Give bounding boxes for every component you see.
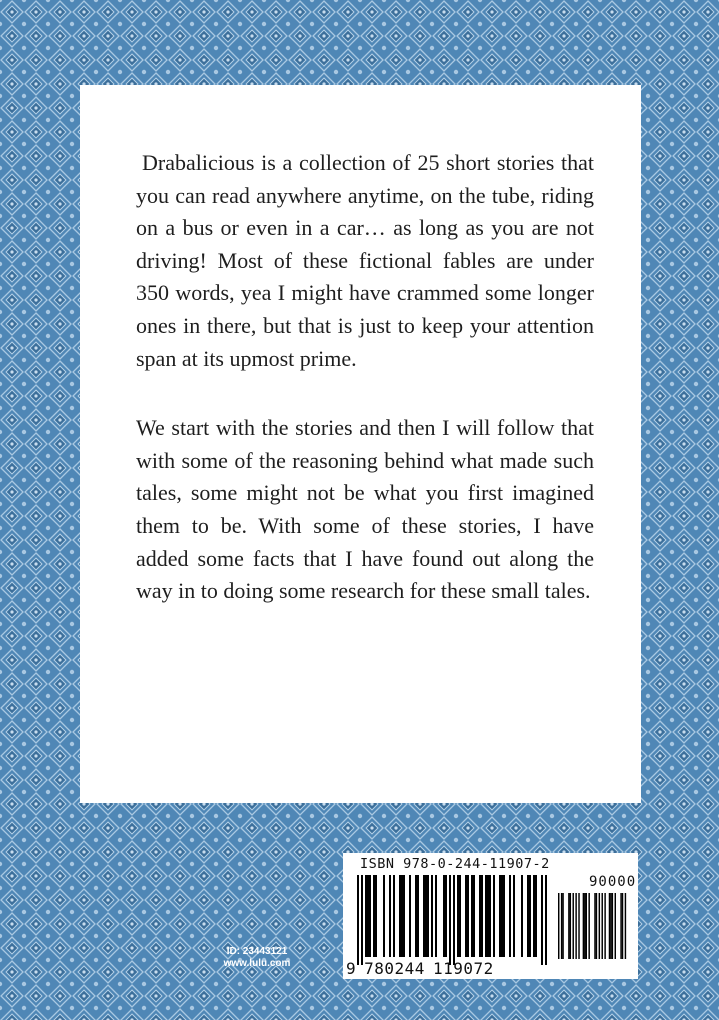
ean-bar — [493, 875, 495, 957]
addon-bar — [615, 893, 616, 959]
ean-bar — [521, 875, 523, 957]
addon-bar — [596, 893, 597, 959]
ean-bar — [465, 875, 467, 957]
ean-bar — [527, 875, 529, 957]
ean-bar — [535, 875, 537, 957]
ean-bar — [479, 875, 481, 957]
addon-bar — [604, 893, 605, 959]
ean-barcode — [357, 875, 547, 965]
addon-bar — [561, 893, 562, 959]
addon-bar — [578, 893, 579, 959]
addon-bar — [620, 893, 621, 959]
ean-bar — [499, 875, 501, 957]
ean-bar — [545, 875, 547, 965]
addon-bar — [625, 893, 626, 959]
publisher-info — [212, 946, 302, 970]
addon-bar — [584, 893, 585, 959]
addon-barcode — [558, 893, 626, 959]
ean-bar — [401, 875, 403, 957]
addon-bar — [599, 893, 600, 959]
addon-bar — [602, 893, 603, 959]
ean-bar — [471, 875, 473, 957]
ean-bar — [435, 875, 437, 957]
ean-bar — [467, 875, 469, 957]
ean-bar — [457, 875, 459, 957]
ean-bar — [449, 875, 451, 965]
addon-bar — [570, 893, 571, 959]
ean-bar — [369, 875, 371, 957]
addon-bar — [573, 893, 574, 959]
ean-bar — [389, 875, 391, 957]
addon-bar — [610, 893, 611, 959]
ean-bar — [431, 875, 433, 957]
barcode-box — [343, 853, 638, 979]
ean-bar — [393, 875, 395, 957]
ean-bar — [453, 875, 455, 965]
ean-digits — [346, 959, 494, 978]
ean-bar — [409, 875, 411, 957]
ean-bar — [373, 875, 375, 957]
publisher-id: ID: 23443121 — [226, 946, 288, 957]
ean-bar — [403, 875, 405, 957]
ean-bar — [427, 875, 429, 957]
addon-bar — [609, 893, 610, 959]
blurb-text — [136, 147, 594, 608]
ean-bar — [473, 875, 475, 957]
price-code: 90000 — [589, 874, 637, 890]
addon-bar — [575, 893, 576, 959]
ean-bar — [423, 875, 425, 957]
ean-bar — [485, 875, 487, 957]
ean-bar — [383, 875, 385, 957]
ean-bar — [357, 875, 359, 965]
addon-bar — [562, 893, 563, 959]
ean-bar — [533, 875, 535, 957]
ean-bar — [365, 875, 367, 957]
ean-bar — [513, 875, 515, 957]
ean-bar — [541, 875, 543, 965]
ean-bar — [529, 875, 531, 957]
ean-bar — [481, 875, 483, 957]
ean-bar — [361, 875, 363, 965]
ean-bar — [399, 875, 401, 957]
blurb-paragraph-1: Drabalicious is a collection of 25 short stories that you can read anywhere anytime, on the tube, riding on a bus or even in a car… as long as you are not driving! Most of these fictional fables are under 350 words, yea I might have crammed some longer ones in there, but that is just to keep your attention span at its upmost prime. — [136, 150, 594, 371]
addon-bar — [612, 893, 613, 959]
blurb-panel — [80, 85, 641, 803]
blurb-paragraph-2: We start with the stories and then I will follow that with some of the reasoning behind what made such tales, some might not be what you first imagined them to be. With some of these stories, I have added some facts that I have found out along the way in to doing some research for these small tales. — [136, 415, 594, 604]
ean-bar — [489, 875, 491, 957]
ean-bar — [425, 875, 427, 957]
ean-right-group: 119072 — [432, 959, 494, 978]
addon-bar — [583, 893, 584, 959]
ean-bar — [375, 875, 377, 957]
ean-bar — [501, 875, 503, 957]
ean-bar — [415, 875, 417, 957]
ean-left-group: 780244 — [364, 959, 425, 978]
ean-first-digit: 9 — [346, 959, 357, 978]
ean-bar — [503, 875, 505, 957]
addon-bar — [558, 893, 559, 959]
publisher-url: www.lulu.com — [223, 958, 291, 969]
ean-bar — [367, 875, 369, 957]
ean-bar — [459, 875, 461, 957]
ean-bar — [417, 875, 419, 957]
addon-bar — [594, 893, 595, 959]
ean-bar — [509, 875, 511, 957]
addon-bar — [568, 893, 569, 959]
ean-bar — [443, 875, 445, 957]
ean-bar — [445, 875, 447, 957]
addon-bar — [588, 893, 589, 959]
addon-bar — [622, 893, 623, 959]
addon-bar — [586, 893, 587, 959]
isbn-label: ISBN 978-0-244-11907-2 — [360, 856, 550, 872]
ean-bar — [487, 875, 489, 957]
